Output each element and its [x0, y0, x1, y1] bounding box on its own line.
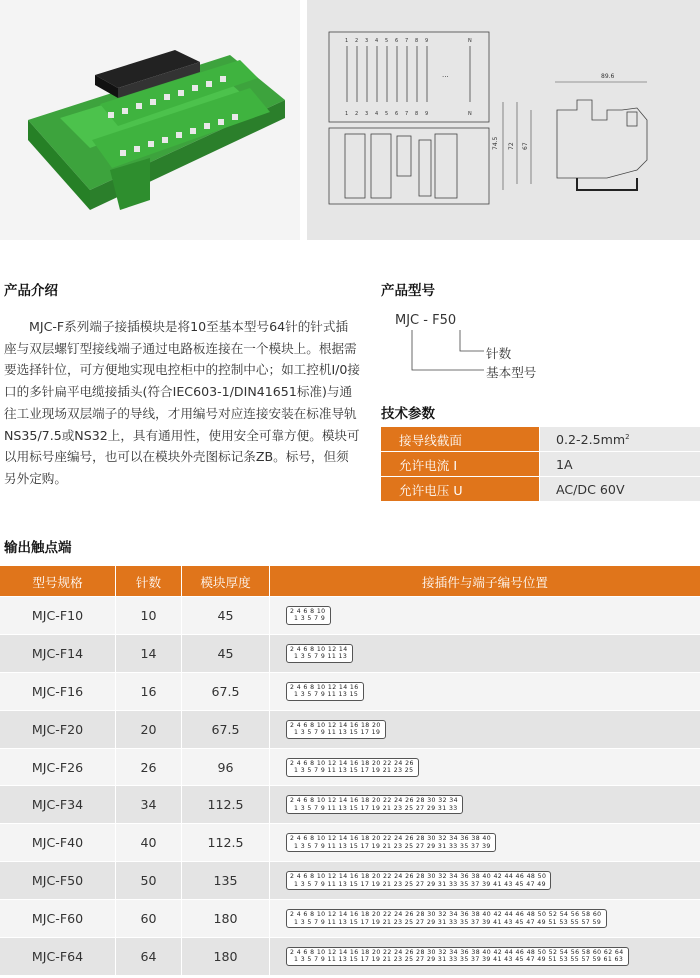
- model-cell: MJC-F14: [0, 634, 116, 672]
- output-body: [0, 597, 700, 975]
- model-cell: MJC-F16: [0, 672, 116, 710]
- pin-row-even: 2 4 6 8 10 12 14 16 18 20 22 24 26 28 30 32 34 36 38 40 42 44 46 48 50 52 54 56 58 60: [290, 911, 602, 919]
- drawing-pin-bottom: N: [468, 111, 472, 117]
- model-label-pins: 针数: [486, 346, 512, 361]
- drawing-pin-bottom: 9: [425, 111, 429, 117]
- model-cell: MJC-F40: [0, 824, 116, 862]
- drawing-pin-bottom: 2: [355, 111, 359, 117]
- model-cell: MJC-F60: [0, 900, 116, 938]
- table-row: [0, 672, 700, 710]
- intro-heading: 产品介绍: [4, 283, 58, 299]
- tech-value: AC/DC 60V: [540, 477, 700, 502]
- pin-row-odd: 1 3 5 7 9 11 13 15 17 19 21 23 25 27 29 31 33 35 37 39 41 43 45 47 49 51 53 55 57 59 61 63: [294, 956, 624, 964]
- col-model: 型号规格: [0, 566, 116, 597]
- drawing-pin-bottom: 1: [345, 111, 349, 117]
- layout-cell: [270, 862, 700, 900]
- model-callout-lines: [400, 328, 490, 378]
- pin-row-even: 2 4 6 8 10: [290, 607, 326, 615]
- tech-value: 1A: [540, 452, 700, 477]
- tech-value-sup: 2: [625, 432, 630, 441]
- pins-cell: 14: [116, 634, 182, 672]
- pin-diagram: [286, 720, 386, 739]
- drawing-ellipsis: ...: [442, 71, 449, 79]
- dim-h3: 67: [522, 142, 529, 150]
- technical-drawing: [307, 0, 700, 240]
- table-row: [0, 862, 700, 900]
- thickness-cell: 45: [182, 597, 270, 635]
- drawing-pin-bottom: 4: [375, 111, 379, 117]
- layout-cell: [270, 710, 700, 748]
- drawing-pin-top: 1: [345, 38, 349, 44]
- intro-body: [4, 316, 360, 490]
- drawing-pin-bottom: 6: [395, 111, 399, 117]
- pins-cell: 20: [116, 710, 182, 748]
- thickness-cell: 180: [182, 938, 270, 975]
- pin-row-even: 2 4 6 8 10 12 14 16 18 20 22 24 26 28 30 32 34 36 38 40 42 44 46 48 50 52 54 56 58 60 62 64: [290, 948, 624, 956]
- intro-paragraph: MJC-F系列端子接插模块是将10至基本型号64针的针式插座与双层螺钉型接线端子通过电路板连接在一个模块上。根据需要选择针位，可方便地实现电控柜中的控制中心；如工控机I/0接口的多针扁平电缆接插头(符合IEC603-1/DIN41651标准)与通往工业现场双层端子的导线，才用编号对应连接安装在标准导轨NS35/7.5或NS32上，具有通用性，使用安全可靠方便。模块可以用标号座编号，也可以在模块外壳图标记条ZB。标号，但须另外定购。: [4, 319, 361, 486]
- thickness-cell: 67.5: [182, 672, 270, 710]
- pin-diagram: [286, 909, 607, 928]
- table-row: [0, 900, 700, 938]
- output-header-row: [0, 566, 700, 597]
- pin-row-even: 2 4 6 8 10 12 14 16 18 20: [290, 721, 381, 729]
- pin-diagram: [286, 758, 419, 777]
- dim-h2: 72: [508, 142, 515, 150]
- model-heading: 产品型号: [381, 283, 435, 299]
- drawing-pin-top: 6: [395, 38, 399, 44]
- product-photo: [0, 0, 300, 240]
- pin-diagram: [286, 833, 496, 852]
- terminal-module-illustration: [0, 0, 300, 240]
- pin-diagram: [286, 606, 331, 625]
- layout-cell: [270, 900, 700, 938]
- dimension-drawing: [307, 0, 700, 240]
- tech-row: [381, 477, 700, 502]
- drawing-pin-bottom: 3: [365, 111, 369, 117]
- thickness-cell: 45: [182, 634, 270, 672]
- layout-cell: [270, 634, 700, 672]
- model-cell: MJC-F10: [0, 597, 116, 635]
- table-row: [0, 786, 700, 824]
- pins-cell: 40: [116, 824, 182, 862]
- model-code-dash: -: [423, 313, 428, 328]
- pin-diagram: [286, 871, 551, 890]
- layout-cell: [270, 938, 700, 975]
- drawing-pin-bottom: 5: [385, 111, 389, 117]
- pin-row-odd: 1 3 5 7 9 11 13 15 17 19 21 23 25 27 29 31 33 35 37 39 41 43 45 47 49 51 53 55 57 59: [294, 918, 602, 926]
- pin-row-odd: 1 3 5 7 9 11 13 15 17 19 21 23 25 27 29 31 33: [294, 804, 458, 812]
- layout-cell: [270, 824, 700, 862]
- model-code-prefix: MJC: [395, 313, 420, 328]
- pins-cell: 50: [116, 862, 182, 900]
- drawing-pin-top: 7: [405, 38, 409, 44]
- thickness-cell: 96: [182, 748, 270, 786]
- pin-row-odd: 1 3 5 7 9 11 13 15 17 19 21 23 25 27 29 31 33 35 37 39: [294, 842, 491, 850]
- pin-row-odd: 1 3 5 7 9 11 13: [294, 653, 348, 661]
- dim-h1: 74.5: [492, 136, 499, 150]
- thickness-cell: 135: [182, 862, 270, 900]
- drawing-pin-top: N: [468, 38, 472, 44]
- model-cell: MJC-F50: [0, 862, 116, 900]
- layout-cell: [270, 786, 700, 824]
- table-row: [0, 824, 700, 862]
- drawing-pin-bottom: 7: [405, 111, 409, 117]
- drawing-pin-top: 3: [365, 38, 369, 44]
- drawing-pin-top: 4: [375, 38, 379, 44]
- tech-table: [381, 427, 700, 502]
- pin-diagram: [286, 795, 463, 814]
- thickness-cell: 112.5: [182, 786, 270, 824]
- pins-cell: 10: [116, 597, 182, 635]
- dim-width: 89.6: [601, 73, 615, 80]
- tech-value: [540, 427, 700, 452]
- drawing-pin-top: 9: [425, 38, 429, 44]
- tech-row: [381, 427, 700, 452]
- model-code-suffix: F50: [432, 313, 457, 328]
- pin-row-even: 2 4 6 8 10 12 14 16 18 20 22 24 26: [290, 759, 414, 767]
- model-code: [395, 313, 456, 328]
- tech-row: [381, 452, 700, 477]
- model-cell: MJC-F20: [0, 710, 116, 748]
- pin-row-odd: 1 3 5 7 9 11 13 15 17 19 21 23 25 27 29 31 33 35 37 39 41 43 45 47 49: [294, 880, 546, 888]
- pins-cell: 26: [116, 748, 182, 786]
- model-cell: MJC-F26: [0, 748, 116, 786]
- pin-row-odd: 1 3 5 7 9: [294, 615, 326, 623]
- pin-row-even: 2 4 6 8 10 12 14 16: [290, 683, 359, 691]
- pin-diagram: [286, 682, 364, 701]
- pins-cell: 64: [116, 938, 182, 975]
- table-row: [0, 634, 700, 672]
- drawing-pin-bottom: 8: [415, 111, 419, 117]
- col-pins: 针数: [116, 566, 182, 597]
- table-row: [0, 938, 700, 975]
- pin-row-odd: 1 3 5 7 9 11 13 15: [294, 691, 359, 699]
- output-table: [0, 566, 700, 975]
- layout-cell: [270, 748, 700, 786]
- pins-cell: 16: [116, 672, 182, 710]
- pins-cell: 34: [116, 786, 182, 824]
- pin-row-even: 2 4 6 8 10 12 14 16 18 20 22 24 26 28 30 32 34 36 38 40: [290, 835, 492, 843]
- col-thickness: 模块厚度: [182, 566, 270, 597]
- drawing-pin-top: 5: [385, 38, 389, 44]
- col-layout: 接插件与端子编号位置: [270, 566, 700, 597]
- thickness-cell: 112.5: [182, 824, 270, 862]
- model-cell: MJC-F34: [0, 786, 116, 824]
- table-row: [0, 748, 700, 786]
- pin-row-even: 2 4 6 8 10 12 14 16 18 20 22 24 26 28 30 32 34 36 38 40 42 44 46 48 50: [290, 873, 547, 881]
- layout-cell: [270, 597, 700, 635]
- model-cell: MJC-F64: [0, 938, 116, 975]
- pin-row-even: 2 4 6 8 10 12 14: [290, 645, 348, 653]
- model-label-base: 基本型号: [486, 365, 537, 380]
- pin-diagram: [286, 644, 353, 663]
- thickness-cell: 67.5: [182, 710, 270, 748]
- pin-row-odd: 1 3 5 7 9 11 13 15 17 19: [294, 729, 381, 737]
- pins-cell: 60: [116, 900, 182, 938]
- pin-row-even: 2 4 6 8 10 12 14 16 18 20 22 24 26 28 30 32 34: [290, 797, 458, 805]
- tech-key: 允许电压 U: [381, 477, 540, 502]
- table-row: [0, 710, 700, 748]
- drawing-pin-top: 8: [415, 38, 419, 44]
- output-heading: 输出触点端: [4, 540, 72, 556]
- pin-row-odd: 1 3 5 7 9 11 13 15 17 19 21 23 25: [294, 767, 414, 774]
- tech-heading: 技术参数: [381, 406, 435, 422]
- drawing-pin-top: 2: [355, 38, 359, 44]
- thickness-cell: 180: [182, 900, 270, 938]
- tech-value-text: 0.2-2.5mm: [556, 431, 626, 447]
- table-row: [0, 597, 700, 635]
- layout-cell: [270, 672, 700, 710]
- tech-key: 允许电流 I: [381, 452, 540, 477]
- pin-diagram: [286, 947, 629, 966]
- tech-key: 接导线截面: [381, 427, 540, 452]
